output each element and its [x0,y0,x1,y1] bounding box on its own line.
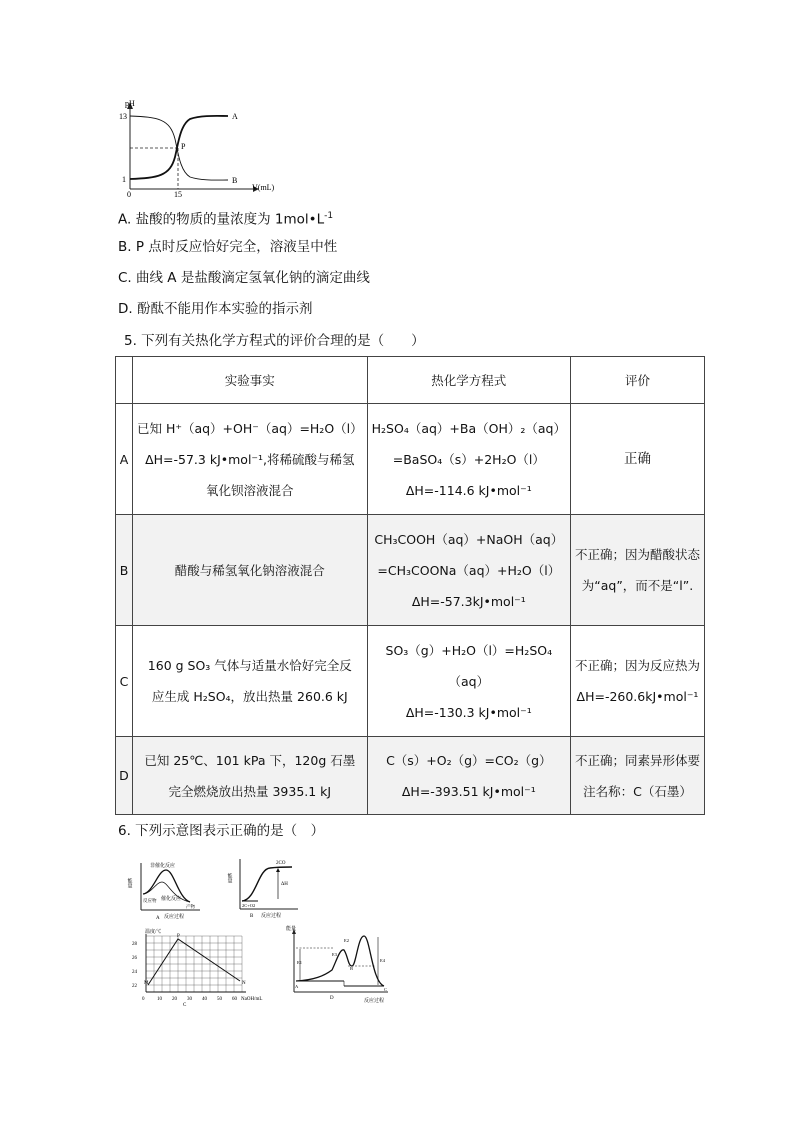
fig-c-x-unit: NaOH/mL [241,997,263,1002]
table-header-row [116,357,705,404]
fig-c-y-label: 温度/℃ [145,930,162,935]
row-equation: H₂SO₄（aq）+Ba（OH）₂（aq） =BaSO₄（s）+2H₂O（l） ΔH=-114.6 kJ•mol⁻¹ [367,404,570,515]
figure-d-energy-diagram [284,926,396,1008]
curve-b [130,116,228,180]
row-label: A [116,404,133,515]
fig-a-label-uncatalyzed: 非催化反应 [150,864,176,869]
fig-c-point-p: P [177,934,180,939]
fig-c-point-m: M [144,981,149,986]
row-fact: 已知 25℃、101 kPa 下，120g 石墨 完全燃烧放出热量 3935.1 kJ [132,737,367,815]
table-row [116,404,705,515]
fig-a-label-catalyzed: 催化反应 [161,897,182,902]
fig-d-a: A [295,984,299,989]
fig-d-e4: E4 [380,958,385,963]
row-fact: 已知 H⁺（aq）+OH⁻（aq）=H₂O（l） ΔH=-57.3 kJ•mol⁻¹,将稀硫酸与稀氢 氧化钡溶液混合 [132,404,367,515]
row-fact: 醋酸与稀氢氧化钠溶液混合 [132,515,367,626]
ph-x-origin: 0 [127,190,131,199]
fig-a-tag: A [156,916,160,921]
row-fact: 160 g SO₃ 气体与适量水恰好完全反 应生成 H₂SO₄，放出热量 260.6 kJ [132,626,367,737]
fig-c-tag: C [183,1003,187,1008]
ph-curve-a-label: A [232,112,238,121]
fig-d-c: C [384,987,388,992]
fig-d-b: B [350,966,354,971]
ph-titration-graph [118,97,288,197]
figure-b-energy-diagram [228,855,303,920]
fig-c-y-tick: 22 [132,984,137,989]
fig-b-tag: B [250,914,254,919]
table-row [116,737,705,815]
fig-c-x-tick: 50 [217,997,222,1002]
option-a-sup: -1 [324,211,334,221]
ph-x-axis-label: V(mL) [252,183,275,192]
row-label: B [116,515,133,626]
question-5-stem: 5. 下列有关热化学方程式的评价合理的是（ ） [124,333,425,349]
header-evaluation: 评价 [570,357,704,404]
figure-a-energy-diagram [128,858,223,920]
option-b: B. P 点时反应恰好完全，溶液呈中性 [118,239,338,255]
fig-d-x-label: 反应过程 [364,999,385,1004]
fig-c-x-tick: 20 [172,997,177,1002]
fig-b-x-label: 反应过程 [261,914,282,919]
row-equation: SO₃（g）+H₂O（l）=H₂SO₄ （aq） ΔH=-130.3 kJ•mol⁻¹ [367,626,570,737]
fig-d-curve [296,936,384,986]
fig-d-tag: D [330,996,334,1001]
fig-b-y-label: 能量 [226,873,232,883]
fig-d-e1: E1 [297,960,302,965]
question-6-stem: 6. 下列示意图表示正确的是（ ） [118,823,325,839]
fig-c-x-tick: 10 [157,997,162,1002]
fig-c-point-n: N [242,981,246,986]
header-equation: 热化学方程式 [367,357,570,404]
row-evaluation: 不正确；因为醋酸状态 为“aq”，而不是“l”. [570,515,704,626]
fig-b-dh-label: ΔH [281,882,288,887]
fig-a-y-label: 能量 [126,878,132,888]
fig-d-e3: E3 [332,952,337,957]
ph-curve-b-label: B [232,176,238,185]
thermochem-table [115,356,705,815]
table-row [116,515,705,626]
option-d: D. 酚酞不能用作本实验的指示剂 [118,301,313,317]
fig-c-grid [146,936,242,992]
fig-c-x-tick: 0 [142,997,145,1002]
fig-c-y-tick: 28 [132,942,137,947]
fig-b-top-label: 2CO [276,861,286,866]
fig-a-label-product: 产物 [186,904,195,909]
curve-a [130,116,228,179]
row-evaluation: 正确 [570,404,704,515]
ph-point-p: P [181,142,186,151]
ph-y-top: 13 [119,112,127,121]
fig-c-x-tick: 40 [202,997,207,1002]
ph-y-bottom: 1 [122,175,126,184]
fig-d-e2: E2 [344,938,349,943]
row-equation: C（s）+O₂（g）=CO₂（g） ΔH=-393.51 kJ•mol⁻¹ [367,737,570,815]
fig-c-y-tick: 26 [132,956,137,961]
fig-c-x-tick: 60 [232,997,237,1002]
fig-c-y-tick: 24 [132,970,137,975]
row-equation: CH₃COOH（aq）+NaOH（aq） =CH₃COONa（aq）+H₂O（l） ΔH=-57.3kJ•mol⁻¹ [367,515,570,626]
ph-axis-label: pH [125,99,135,108]
header-label-cell [116,357,133,404]
row-evaluation: 不正确；同素异形体要 注名称：C（石墨） [570,737,704,815]
option-a: A. 盐酸的物质的量浓度为 $1mol•L^{-1}$ [118,211,334,228]
row-label: C [116,626,133,737]
figure-c-temperature-graph [128,926,263,1008]
table-row [116,626,705,737]
fig-d-y-label: 能量 [286,927,297,932]
ph-x-mark: 15 [174,190,182,199]
fig-c-x-tick: 30 [187,997,192,1002]
fig-b-bottom-label: 2C+O2 [242,903,256,908]
row-evaluation: 不正确；因为反应热为 ΔH=-260.6kJ•mol⁻¹ [570,626,704,737]
fig-a-label-reactant: 反应物 [143,898,157,903]
fig-a-x-label: 反应过程 [164,915,185,920]
header-fact: 实验事实 [132,357,367,404]
option-c: C. 曲线 A 是盐酸滴定氢氧化钠的滴定曲线 [118,270,370,286]
row-label: D [116,737,133,815]
